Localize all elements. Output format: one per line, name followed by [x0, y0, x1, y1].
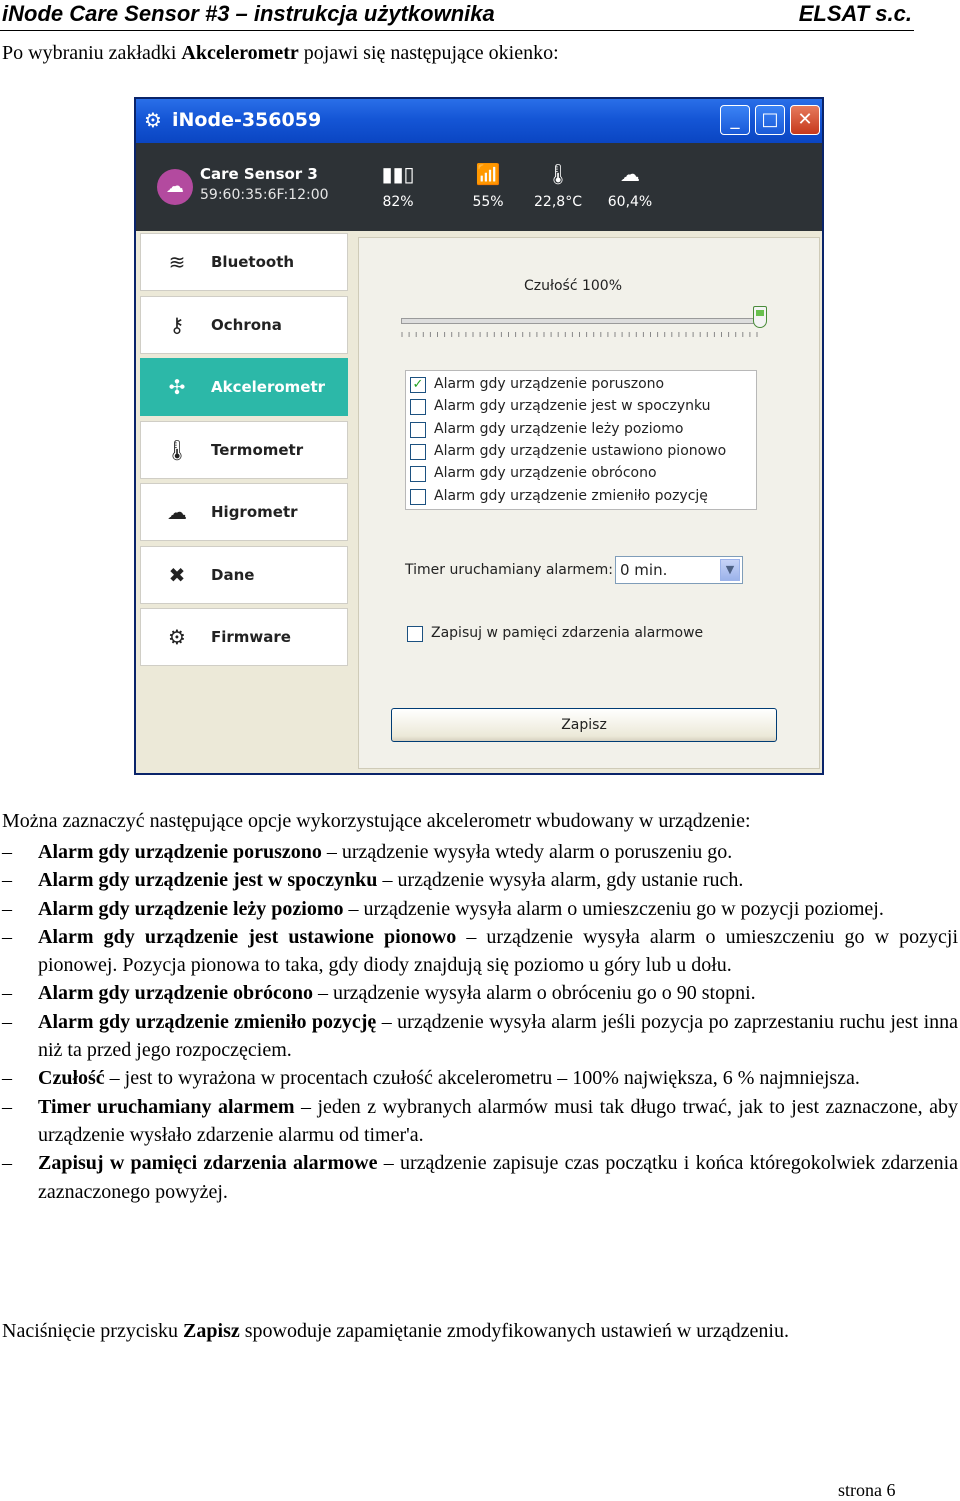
option-description-item	[0, 866, 958, 894]
sidebar-item-termometr[interactable]	[140, 421, 348, 479]
option-description-item	[0, 1149, 958, 1206]
alarm-checkbox[interactable]	[410, 422, 426, 438]
sidebar-item-dane[interactable]	[140, 546, 348, 604]
alarm-option-label: Alarm gdy urządzenie obrócono	[434, 465, 657, 482]
option-description-item	[0, 923, 958, 980]
dash-bullet: –	[2, 925, 12, 948]
option-description-item	[0, 979, 958, 1007]
device-address: 59:60:35:6F:12:00	[200, 187, 329, 203]
option-explanation: – urządzenie wysyła alarm o umieszczeniu go w pozycji poziomej.	[343, 897, 884, 920]
option-description-item	[0, 895, 958, 923]
title-bar	[136, 99, 822, 143]
dash-bullet: –	[2, 982, 12, 1005]
intro-text-end: pojawi się następujące okienko:	[298, 42, 559, 64]
maximize-button[interactable]: □	[755, 105, 785, 135]
option-explanation: – jest to wyrażona w procentach czułość akcelerometru – 100% największa, 6 % najmniejsza.	[104, 1067, 860, 1090]
option-list	[0, 838, 958, 1206]
status-thermometer	[526, 159, 590, 210]
dash-bullet: –	[2, 897, 12, 920]
device-name: Care Sensor 3	[200, 165, 318, 183]
device-status-bar	[136, 143, 822, 231]
sidebar-item-bluetooth[interactable]	[140, 233, 348, 291]
option-name: Czułość	[38, 1067, 105, 1090]
sidebar-item-label: Bluetooth	[211, 253, 295, 271]
option-explanation: – urządzenie wysyła alarm o obróceniu go o 90 stopni.	[312, 982, 756, 1005]
device-avatar-icon: ☁	[157, 169, 193, 205]
option-name: Alarm gdy urządzenie obrócono	[38, 982, 313, 1005]
battery-icon: ▮▮▯	[381, 162, 415, 186]
alarm-option-row[interactable]	[410, 397, 760, 419]
app-icon: ⚙	[144, 108, 162, 132]
dash-bullet: –	[2, 869, 12, 892]
dash-bullet: –	[2, 1010, 12, 1033]
status-value: 22,8°C	[534, 194, 582, 210]
timer-label: Timer uruchamiany alarmem:	[405, 562, 613, 578]
status-signal	[456, 159, 520, 210]
store-events-checkbox-row[interactable]	[407, 624, 747, 646]
sidebar-item-label: Akcelerometr	[211, 378, 326, 396]
close-button[interactable]: ✕	[790, 105, 820, 135]
option-explanation: – urządzenie wysyła alarm o umieszczeniu go w pozycji pionowej. Pozycja pionowa to taka, gdy diody znajdują się poziomo u góry lub u dołu.	[38, 925, 959, 977]
chevron-down-icon[interactable]: ▼	[720, 559, 740, 581]
alarm-option-label: Alarm gdy urządzenie jest w spoczynku	[434, 398, 711, 415]
intro-text	[2, 42, 559, 65]
sidebar-item-label: Dane	[211, 565, 255, 584]
save-button[interactable]: Zapisz	[391, 708, 777, 742]
status-value: 82%	[382, 194, 414, 210]
option-name: Alarm gdy urządzenie jest ustawione pionowo	[38, 925, 457, 948]
status-battery	[366, 159, 430, 210]
slider-ticks	[401, 332, 761, 340]
page-header	[0, 0, 914, 31]
sensitivity-slider-track[interactable]	[401, 318, 761, 324]
alarm-checkbox[interactable]	[410, 444, 426, 460]
alarm-option-row[interactable]	[410, 442, 760, 464]
company-name: ELSAT s.c.	[798, 1, 912, 26]
dash-bullet: –	[2, 1095, 12, 1118]
final-note	[2, 1320, 789, 1343]
sidebar-item-ochrona[interactable]	[140, 296, 348, 354]
accelerometer-panel	[358, 237, 820, 769]
thermometer-icon: 🌡	[545, 162, 571, 186]
intro-text-start: Po wybraniu zakładki	[2, 42, 182, 64]
option-description-item	[0, 1008, 958, 1065]
status-humidity-cloud	[598, 159, 662, 210]
sidebar-item-label: Ochrona	[211, 315, 282, 334]
signal-icon: 📶	[475, 162, 501, 186]
alarm-option-row[interactable]	[410, 464, 760, 486]
alarm-checkbox[interactable]: ✓	[410, 377, 426, 393]
status-value: 55%	[472, 194, 504, 210]
gear-icon: ⚙	[168, 625, 186, 649]
sidebar-item-firmware[interactable]	[140, 608, 348, 666]
option-name: Timer uruchamiany alarmem	[38, 1095, 295, 1118]
document-title: iNode Care Sensor #3 – instrukcja użytkownika	[2, 1, 495, 26]
thermometer-icon: 🌡	[164, 437, 190, 462]
alarm-checkbox[interactable]	[410, 466, 426, 482]
move-arrows-icon: ✣	[168, 375, 186, 399]
final-note-start: Naciśnięcie przycisku	[2, 1320, 184, 1342]
option-explanation: – urządzenie wysyła wtedy alarm o poruszeniu go.	[321, 841, 733, 863]
alarm-option-label: Alarm gdy urządzenie ustawiono pionowo	[434, 442, 727, 459]
status-value: 60,4%	[607, 194, 653, 210]
alarm-checkbox[interactable]	[410, 399, 426, 415]
timer-select-value: 0 min.	[620, 561, 668, 579]
option-explanation: – urządzenie zapisuje czas początku i końca któregokolwiek zdarzenia zaznaczonego powyżej.	[38, 1152, 959, 1203]
option-name: Alarm gdy urządzenie leży poziomo	[38, 897, 344, 920]
alarm-option-label: Alarm gdy urządzenie leży poziomo	[434, 420, 684, 437]
minimize-button[interactable]: _	[720, 105, 750, 135]
key-icon: ⚷	[169, 312, 185, 337]
sidebar	[140, 233, 348, 671]
wifi-icon: ≋	[168, 250, 186, 274]
option-explanation: – urządzenie wysyła alarm jeśli pozycja po zaprzestaniu ruchu jest inna niż ta przed jego rozpoczęciem.	[38, 1010, 959, 1062]
sidebar-item-higrometr[interactable]	[140, 483, 348, 541]
final-note-end: spowoduje zapamiętanie zmodyfikowanych ustawień w urządzeniu.	[239, 1320, 789, 1342]
sidebar-item-label: Firmware	[211, 628, 291, 646]
final-note-bold: Zapisz	[183, 1320, 240, 1342]
sensitivity-slider-thumb[interactable]	[753, 306, 767, 328]
sidebar-item-label: Termometr	[211, 440, 304, 459]
humidity-cloud-icon: ☁	[620, 162, 640, 186]
intro-text-bold: Akcelerometr	[181, 42, 299, 64]
description-text: Można zaznaczyć następujące opcje wykorzystujące akcelerometr wbudowany w urządzenie:	[2, 810, 751, 832]
option-explanation: – jeden z wybranych alarmów musi tak długo trwać, jak to jest zaznaczone, aby urządzenie wysłało zdarzenie alarmu od timer'a.	[38, 1095, 958, 1146]
option-description-item	[0, 1064, 958, 1092]
alarm-option-row[interactable]	[410, 420, 760, 442]
alarm-option-label: Alarm gdy urządzenie poruszono	[434, 376, 665, 392]
sidebar-item-label: Higrometr	[211, 503, 298, 521]
page-number: strona 6	[838, 1480, 896, 1500]
window-title: iNode-356059	[172, 109, 322, 131]
app-window-screenshot	[134, 97, 824, 775]
sensitivity-label: Czułość 100%	[524, 278, 623, 294]
store-events-checkbox[interactable]	[407, 626, 423, 642]
option-name: Alarm gdy urządzenie jest w spoczynku	[38, 869, 378, 892]
dash-bullet: –	[2, 841, 12, 863]
alarm-option-label: Alarm gdy urządzenie zmieniło pozycję	[434, 487, 708, 504]
alarm-option-row[interactable]	[410, 487, 760, 509]
option-name: Alarm gdy urządzenie zmieniło pozycję	[38, 1010, 377, 1033]
timer-select[interactable]	[615, 556, 743, 584]
dash-bullet: –	[2, 1067, 12, 1090]
option-description-item	[0, 1093, 958, 1150]
alarm-option-row[interactable]	[410, 375, 760, 397]
sidebar-item-akcelerometr[interactable]	[140, 358, 348, 416]
alarm-checkbox[interactable]	[410, 489, 426, 505]
cloud-icon: ☁	[167, 500, 187, 524]
option-explanation: – urządzenie wysyła alarm, gdy ustanie ruch.	[377, 869, 744, 892]
alarm-options-group	[405, 370, 757, 510]
store-events-label: Zapisuj w pamięci zdarzenia alarmowe	[431, 625, 704, 641]
dash-bullet: –	[2, 1152, 12, 1175]
option-description-item	[0, 838, 958, 866]
option-name: Zapisuj w pamięci zdarzenia alarmowe	[38, 1152, 378, 1175]
option-name: Alarm gdy urządzenie poruszono	[38, 841, 322, 863]
data-file-icon: ✖	[168, 562, 186, 587]
